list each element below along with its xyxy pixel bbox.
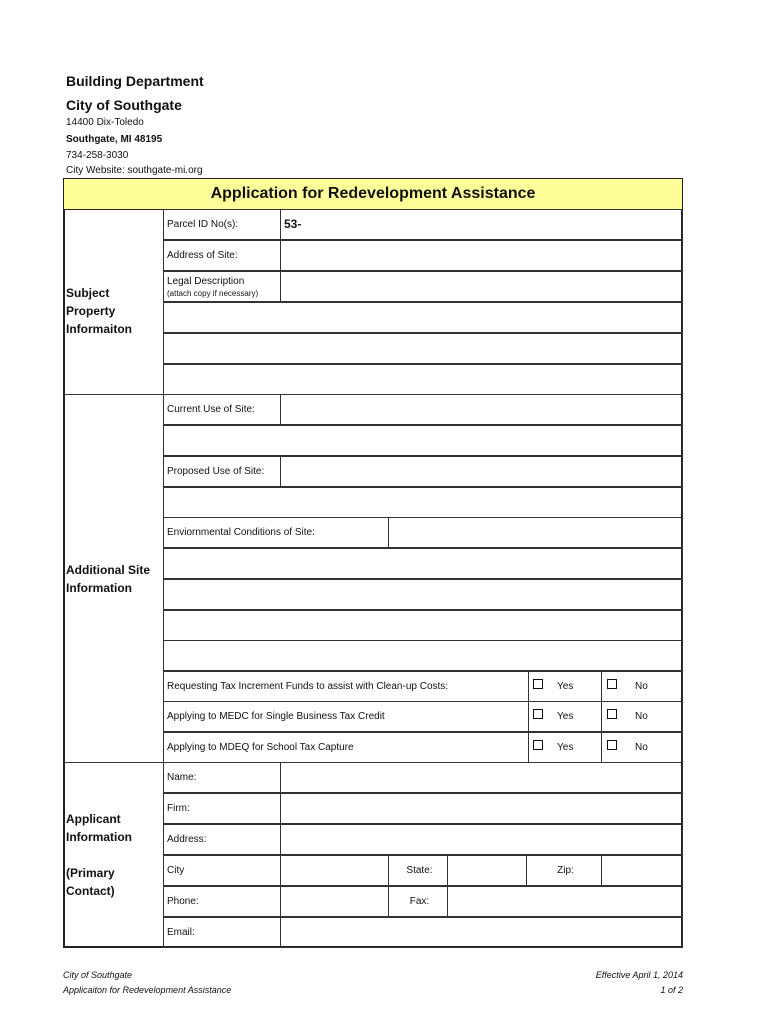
firm-label: Firm: <box>163 793 281 824</box>
firm-field[interactable] <box>280 793 683 824</box>
yes-label: Yes <box>557 742 574 753</box>
proposed-use-line[interactable] <box>163 487 683 518</box>
section-divider <box>64 762 164 763</box>
environmental-conditions-line[interactable] <box>163 640 683 671</box>
question-row-label: Applying to MDEQ for School Tax Capture <box>163 732 529 763</box>
subject-property-section-label: Subject Property Informaiton <box>66 286 132 336</box>
no-label: No <box>635 681 648 692</box>
no-label: No <box>635 711 648 722</box>
environmental-conditions-line[interactable] <box>163 579 683 610</box>
current-use-line[interactable] <box>163 425 683 456</box>
legal-description-label-cell <box>163 271 281 302</box>
state-field[interactable] <box>447 855 527 886</box>
yes-checkbox[interactable] <box>533 709 543 719</box>
primary-contact-label: (Primary Contact) <box>66 866 115 898</box>
city-state-zip: Southgate, MI 48195 <box>66 134 163 145</box>
no-checkbox[interactable] <box>607 709 617 719</box>
question-row-label: Applying to MEDC for Single Business Tax Credit <box>163 701 529 732</box>
footer-effective-date: Effective April 1, 2014 <box>595 970 683 980</box>
fax-label: Fax: <box>388 886 448 917</box>
footer-form-name: Applicaiton for Redevelopment Assistance <box>63 985 232 995</box>
parcel-id-label: Parcel ID No(s): <box>163 209 281 240</box>
zip-label: Zip: <box>526 855 602 886</box>
footer-city: City of Southgate <box>63 970 133 980</box>
email-label: Email: <box>163 917 281 948</box>
name-label: Name: <box>163 762 281 793</box>
footer-page-number: 1 of 2 <box>660 985 683 995</box>
address-field[interactable] <box>280 824 683 855</box>
state-label: State: <box>388 855 448 886</box>
department-name: Building Department <box>66 73 204 89</box>
question-row-label: Requesting Tax Increment Funds to assist with Clean-up Costs: <box>163 671 529 702</box>
environmental-conditions-line[interactable] <box>163 548 683 579</box>
additional-site-section-label: Additional Site Information <box>66 563 150 595</box>
no-checkbox[interactable] <box>607 740 617 750</box>
legal-description-field[interactable] <box>280 271 683 302</box>
legal-description-label: Legal Description <box>167 275 245 287</box>
street-address: 14400 Dix-Toledo <box>66 117 144 128</box>
zip-field[interactable] <box>601 855 683 886</box>
yes-label: Yes <box>557 681 574 692</box>
address-label: Address: <box>163 824 281 855</box>
yes-checkbox[interactable] <box>533 740 543 750</box>
name-field[interactable] <box>280 762 683 793</box>
environmental-conditions-line[interactable] <box>163 610 683 641</box>
phone-number: 734-258-3030 <box>66 150 129 161</box>
parcel-id-field[interactable]: 53- <box>280 209 683 240</box>
legal-description-line[interactable] <box>163 333 683 364</box>
form-title: Application for Redevelopment Assistance <box>64 179 682 210</box>
legal-description-line[interactable] <box>163 364 683 395</box>
address-of-site-label: Address of Site: <box>163 240 281 271</box>
legal-description-note: (attach copy if necessary) <box>167 288 259 298</box>
environmental-conditions-field[interactable] <box>388 517 683 548</box>
no-checkbox[interactable] <box>607 679 617 689</box>
environmental-conditions-label: Enviornmental Conditions of Site: <box>163 517 389 548</box>
city-label: City <box>163 855 281 886</box>
current-use-label: Current Use of Site: <box>163 394 281 425</box>
legal-description-line[interactable] <box>163 302 683 333</box>
city-name: City of Southgate <box>66 97 182 113</box>
fax-field[interactable] <box>447 886 683 917</box>
phone-label: Phone: <box>163 886 281 917</box>
current-use-field[interactable] <box>280 394 683 425</box>
applicant-section-label: Applicant Information <box>66 812 132 844</box>
section-divider <box>64 394 164 395</box>
yes-label: Yes <box>557 711 574 722</box>
no-label: No <box>635 742 648 753</box>
address-of-site-field[interactable] <box>280 240 683 271</box>
yes-checkbox[interactable] <box>533 679 543 689</box>
proposed-use-label: Proposed Use of Site: <box>163 456 281 487</box>
phone-field[interactable] <box>280 886 389 917</box>
city-website: City Website: southgate-mi.org <box>66 165 203 176</box>
city-field[interactable] <box>280 855 389 886</box>
proposed-use-field[interactable] <box>280 456 683 487</box>
email-field[interactable] <box>280 917 683 948</box>
